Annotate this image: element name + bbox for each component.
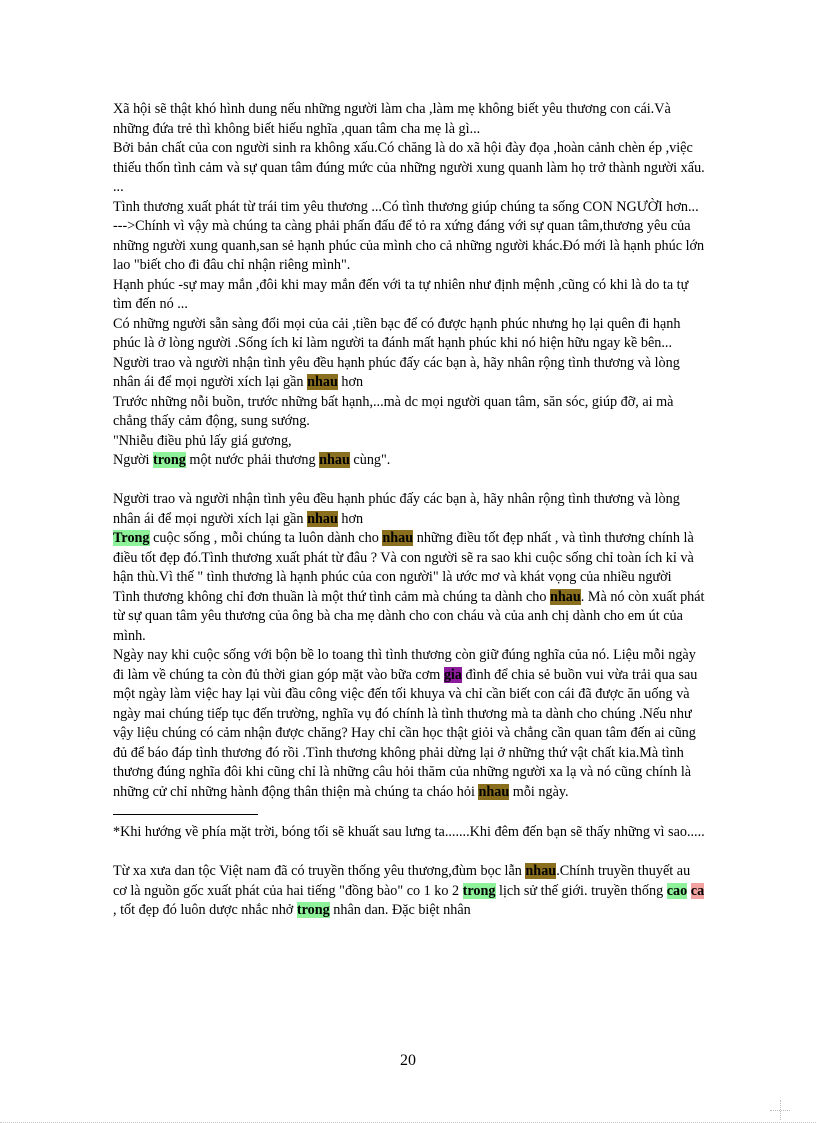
- text-run: Tình thương xuất phát từ trái tim yêu thương ...Có tình thương giúp chúng ta sống CON NGƯỜI hơn...: [113, 198, 699, 215]
- paragraph: [113, 217, 705, 276]
- highlighted-word: trong: [296, 902, 330, 918]
- highlighted-word: nhau: [478, 783, 510, 800]
- paragraph: [113, 100, 705, 139]
- highlighted-word: nhau: [550, 588, 581, 605]
- text-run: .Chính truyền thuyết au cơ là nguồn gốc xuất phát của hai tiếng "đồng bào" co 1 ko 2: [113, 863, 691, 899]
- text-run: Xã hội sẽ thật khó hình dung nếu những người làm cha ,làm mẹ không biết yêu thương con cái.Và những đứa trẻ thì không biết hiếu nghĩa ,quan tâm cha mẹ là gì...: [113, 101, 671, 137]
- text-run: nhân dan. Đặc biệt nhân: [329, 902, 471, 918]
- text-run: Trước những nỗi buồn, trước những bất hạnh,...mà dc mọi người quan tâm, săn sóc, giúp đỡ, ai mà chẳng thấy cảm động, sung sướng.: [113, 393, 674, 429]
- paragraph: [113, 354, 705, 393]
- text-run: hơn: [337, 374, 364, 390]
- highlighted-word: trong: [153, 452, 186, 468]
- highlighted-word: trong: [462, 882, 496, 899]
- paragraph: [113, 276, 705, 315]
- paragraph: [113, 646, 705, 802]
- text-run: mỗi ngày.: [509, 783, 569, 800]
- paragraph: [113, 432, 705, 452]
- paragraph: [113, 451, 705, 471]
- highlighted-word: cao: [666, 882, 688, 899]
- text-run: Người trao và người nhận tình yêu đều hạnh phúc đấy các bạn à, hãy nhân rộng tình thương và lòng nhân ái để mọi người xích lại gần: [113, 354, 680, 390]
- paragraph: [113, 823, 705, 843]
- text-run: Tình thương không chỉ đơn thuần là một thứ tình cảm mà chúng ta dành cho: [113, 588, 551, 605]
- text-run: "Nhiễu điều phủ lấy giá gương,: [113, 432, 292, 449]
- paragraph: [113, 529, 705, 588]
- text-run: . Mà nó còn xuất phát từ sự quan tâm yêu thương của ông bà cha mẹ dành cho con cháu và của anh chị dành cho em út của mình.: [113, 588, 705, 644]
- text-run: Ngày nay khi cuộc sống với bộn bề lo toang thì tình thương còn giữ đúng nghĩa của nó. Liệu mỗi ngày đi làm về chúng ta còn đủ thời gian góp mặt vào bữa cơm: [113, 647, 696, 683]
- text-run: Có những người sẵn sàng đổi mọi của cải ,tiền bạc để có được hạnh phúc nhưng họ lại quên đi hạnh phúc là ở lòng người .Sống ích kỉ làm người ta đánh mất hạnh phúc khi nó hiện hữu ngay kề bên...: [113, 315, 681, 351]
- paragraph: [113, 315, 705, 354]
- text-run: Người: [113, 452, 154, 468]
- paragraph: [113, 139, 705, 178]
- highlighted-word: nhau: [382, 530, 414, 546]
- page-number: 20: [400, 1052, 416, 1069]
- text-run: --->Chính vì vậy mà chúng ta càng phải phấn đấu để tỏ ra xứng đáng với sự quan tâm,thương yêu của những người xung quanh,san sẻ hạnh phúc của mình cho cả những người khác.Đó mới là hạnh phúc lớn lao "biết cho đi đâu chỉ nhận riêng mình".: [113, 218, 705, 273]
- highlighted-word: nhau: [525, 863, 557, 879]
- text-run: cuộc sống , mỗi chúng ta luôn dành cho: [149, 530, 383, 546]
- footnote-separator: [113, 814, 258, 815]
- text-run: đình để chia sẻ buồn vui vừa trải qua sau một ngày làm việc hay lại vùi đầu công việc đến tối khuya và chỉ cần biết con cái đã được ăn uống và ngày mai chúng tiếp tục đến trường, nghĩa vụ đó chính là tình thương mà ta dành cho chúng .Nếu như vậy liệu chúng có cảm nhận được chăng? Hay chỉ cần học thật giỏi và chẳng cần quan tâm đến ai cũng đủ để báo đáp tình thương đó rồi .Tình thương không phải dừng lại ở những thứ vật chất kia.Mà tình thương đúng nghĩa đôi khi cũng chỉ là những câu hỏi thăm của những người xa lạ và nó cũng chính là những cử chỉ những hành động thân thiện mà chúng ta cháo hỏi: [113, 666, 698, 800]
- highlighted-word: nhau: [307, 510, 338, 527]
- text-run: Bởi bản chất của con người sinh ra không xấu.Có chăng là do xã hội đày đọa ,hoàn cảnh chèn ép ,việc thiếu thốn tình cảm và sự quan tâm đúng mức của những người xung quanh làm họ trở thành người xấu.: [113, 140, 705, 176]
- paragraph: [113, 198, 705, 218]
- highlighted-word: gia: [443, 666, 462, 683]
- text-run: Người trao và người nhận tình yêu đều hạnh phúc đấy các bạn à, hãy nhân rộng tình thương và lòng nhân ái để mọi người xích lại gần: [113, 491, 680, 527]
- document-body: [113, 100, 705, 921]
- text-run: Hạnh phúc -sự may mắn ,đôi khi may mắn đến với ta tự nhiên như định mệnh ,cũng có khi là do ta tự tìm đến nó ...: [113, 276, 689, 312]
- paragraph: [113, 393, 705, 432]
- text-run: , tốt đẹp đó luôn dược nhắc nhở: [113, 902, 297, 918]
- blank-line: [113, 471, 705, 491]
- highlighted-word: ca: [690, 882, 705, 899]
- paragraph: [113, 490, 705, 529]
- paragraph: [113, 588, 705, 647]
- highlighted-word: Trong: [113, 530, 150, 546]
- crop-mark-icon: [770, 1100, 790, 1120]
- blank-line: [113, 843, 705, 863]
- text-run: *Khi hướng về phía mặt trời, bóng tối sẽ khuất sau lưng ta.......Khi đêm đến bạn sẽ thấy những vì sao.....: [113, 824, 705, 840]
- paragraph: [113, 862, 705, 921]
- text-run: ...: [113, 179, 124, 195]
- highlighted-word: nhau: [307, 374, 338, 390]
- text-run: những điều tốt đẹp nhất , và tình thương chính là điều tốt đẹp đó.Tình thương xuất phát từ đâu ? Và con người sẽ ra sao khi cuộc sống chỉ toàn ích kỉ và hận thù.Vì thế " tình thương là hạnh phúc của con người" là ước mơ và khát vọng của nhiều người: [113, 530, 694, 585]
- text-run: hơn: [337, 510, 364, 527]
- highlighted-word: nhau: [319, 452, 350, 468]
- text-run: một nước phải thương: [185, 452, 320, 468]
- text-run: lịch sử thế giới. truyền thống: [495, 882, 667, 899]
- text-run: cùng".: [349, 452, 391, 468]
- paragraph: [113, 178, 705, 198]
- text-run: Từ xa xưa dan tộc Việt nam đã có truyền thống yêu thương,đùm bọc lẫn: [113, 863, 526, 879]
